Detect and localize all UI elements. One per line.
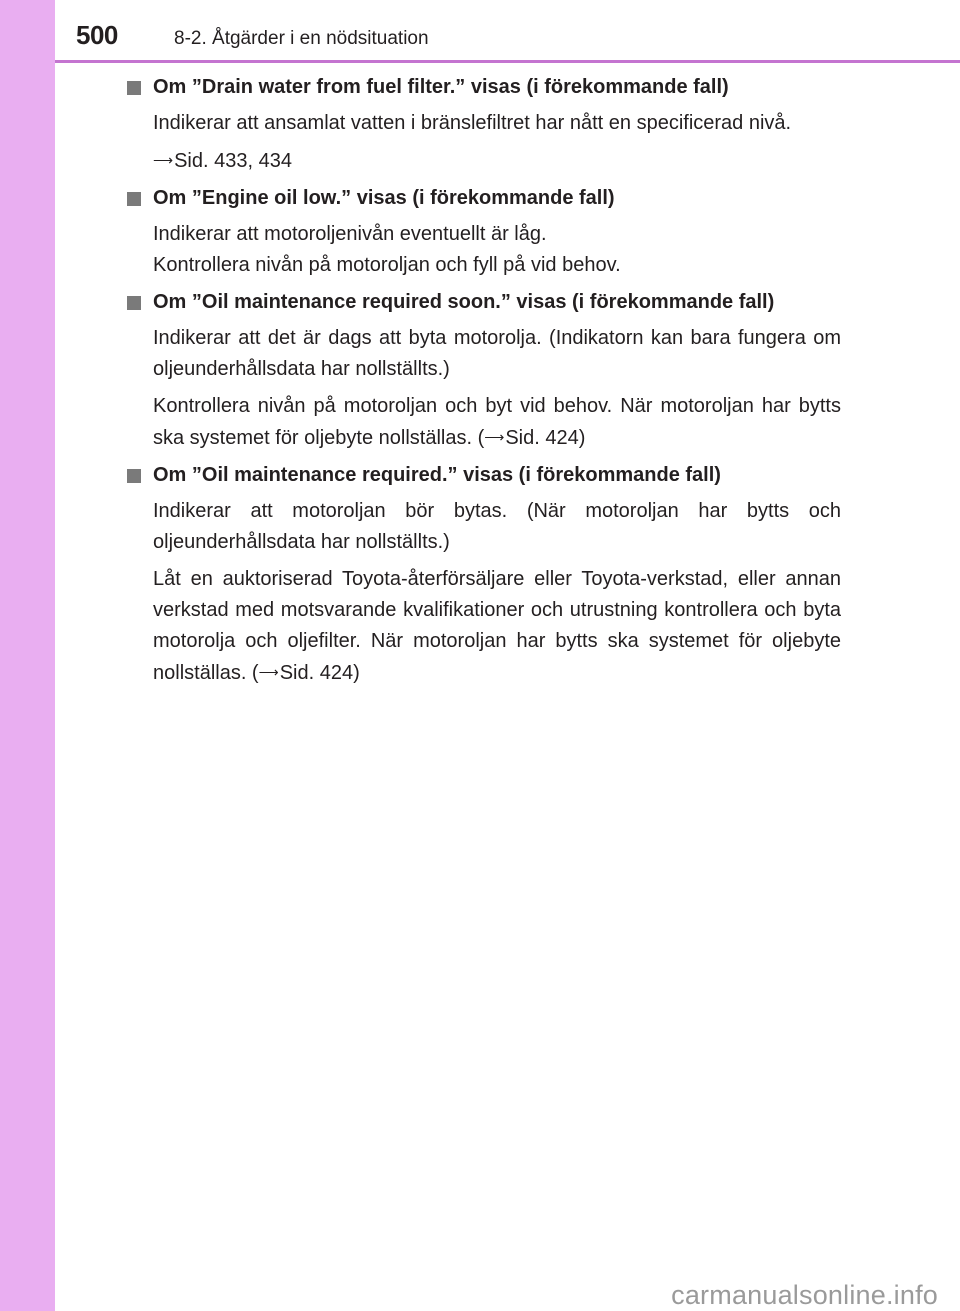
section-heading [127,183,841,213]
paragraph [153,219,841,281]
watermark: carmanualsonline.info [671,1280,938,1310]
paragraph-text: ) [578,427,586,449]
right-arrow-icon: ⟶ [258,664,279,680]
paragraph [153,391,841,454]
chapter-tab-band [0,0,55,1311]
page-reference-link[interactable]: Sid. 433, 434 [174,150,292,172]
page-header [0,0,960,62]
paragraph-text: ) [353,662,360,684]
paragraph-text: Låt en auktoriserad Toyota-återförsäljare eller Toyota-verkstad, eller annan verkstad med motsvarande kvalifikationer och utrustning kontrollera och byta motorolja och oljefilter. När motoroljan har bytts ska systemet för oljebyte nollställas. ( [153,568,841,684]
page-reference-link[interactable]: Sid. 424 [279,662,354,684]
square-bullet-icon [127,81,141,95]
section-heading [127,287,841,317]
paragraph: Indikerar att det är dags att byta motorolja. (Indikatorn kan bara fungera om oljeunderhållsdata har nollställts.) [153,327,841,380]
paragraph: Indikerar att ansamlat vatten i bränslefiltret har nått en specificerad nivå. [153,112,792,134]
heading-text: Om ”Engine oil low.” visas (i förekommande fall) [153,187,615,209]
square-bullet-icon [127,469,141,483]
heading-text: Om ”Oil maintenance required.” visas (i förekommande fall) [153,464,721,486]
heading-text: Om ”Oil maintenance required soon.” visas (i förekommande fall) [153,291,775,313]
page-reference-link[interactable]: Sid. 424 [505,427,579,449]
paragraph [153,564,841,689]
header-divider [55,60,960,63]
paragraph: Indikerar att motoroljan bör bytas. (När motoroljan har bytts och oljeunderhållsdata har nollställts.) [153,500,841,553]
section-heading [127,460,841,490]
paragraph-line: Indikerar att motoroljenivån eventuellt är låg. [153,223,547,245]
section-title: 8-2. Åtgärder i en nödsituation [174,28,429,49]
section-heading [127,72,841,102]
page-number: 500 [76,20,118,50]
paragraph-line: Kontrollera nivån på motoroljan och fyll på vid behov. [153,254,621,276]
paragraph-text: Kontrollera nivån på motoroljan och byt vid behov. När motoroljan har bytts ska systemet för oljebyte nollställas. ( [153,395,841,449]
right-arrow-icon: ⟶ [153,152,174,168]
heading-text: Om ”Drain water from fuel filter.” visas (i förekommande fall) [153,76,729,98]
page-content [127,70,841,695]
reference-line [153,145,841,177]
square-bullet-icon [127,296,141,310]
square-bullet-icon [127,192,141,206]
right-arrow-icon: ⟶ [484,429,505,445]
